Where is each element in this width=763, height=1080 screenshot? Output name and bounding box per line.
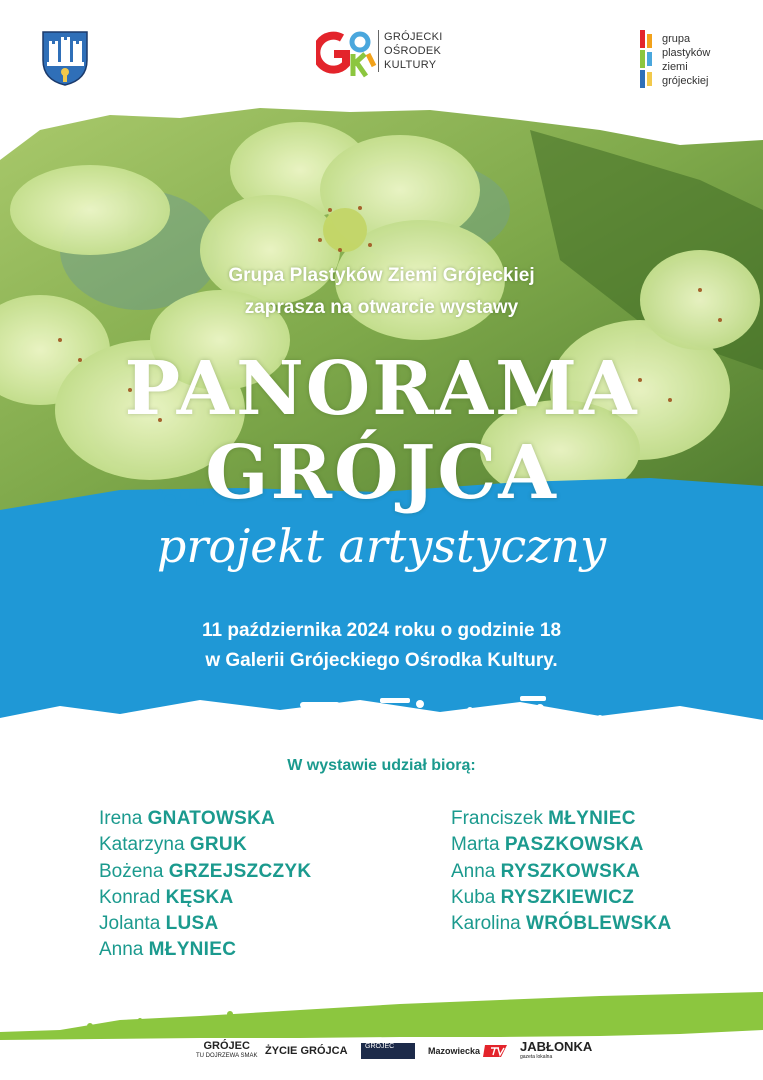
mazowiecka-tv-icon [483,1043,509,1059]
artist-last-name: RYSZKIEWICZ [500,886,635,908]
group-logo-mark-icon [640,30,656,90]
sponsor-grojec-name: GRÓJEC [203,1040,250,1052]
artist-last-name: GRUK [189,834,247,856]
gok-line-2: OŚRODEK [384,45,442,57]
intro-line-1: Grupa Plastyków Ziemi Grójeckiej [228,265,535,286]
group-line-4: grójeckiej [662,75,709,87]
artist-first-name: Karolina [451,913,521,935]
date-line-2: w Galerii Grójeckiego Ośrodka Kultury. [205,650,558,671]
intro-line-2: zaprasza na otwarcie wystawy [244,297,519,318]
date-line-1: 11 października 2024 roku o godzinie 18 [201,620,562,641]
grojec-coat-of-arms-icon [41,30,89,86]
gok-line-1: GRÓJECKI [384,31,443,43]
participants-right-column [451,806,671,937]
exhibition-subtitle: projekt artystyczny [156,519,607,573]
exhibition-title-line-2: GRÓJCA [205,430,558,516]
artist-last-name: WRÓBLEWSKA [526,913,672,935]
group-logo [640,30,750,92]
intro-text [0,260,763,324]
artist-first-name: Marta [451,834,500,856]
artist-name [451,832,671,858]
participants-left-column [99,806,311,964]
artist-last-name: LUSA [165,913,219,935]
artist-name [451,806,671,832]
artist-name [99,806,311,832]
sponsor-zycie-grojca-logo: ŻYCIE GRÓJCA [265,1045,348,1057]
artist-last-name: GRZEJSZCZYK [168,860,312,882]
gok-line-3: KULTURY [384,59,437,71]
artist-name [451,885,671,911]
header [0,0,763,100]
artist-last-name: GNATOWSKA [147,808,276,829]
group-line-3: ziemi [662,61,688,73]
artist-last-name: PASZKOWSKA [504,834,644,856]
artist-last-name: MŁYNIEC [548,808,636,829]
sponsor-mazowiecka-logo: Mazowiecka [428,1046,481,1056]
group-line-2: plastyków [662,47,711,59]
artist-last-name: MŁYNIEC [148,939,237,961]
artist-last-name: RYSZKOWSKA [500,860,641,882]
artist-first-name: Franciszek [451,808,543,829]
artist-first-name: Irena [99,808,143,829]
footer-green-brushstroke [0,990,763,1040]
artist-name [99,885,311,911]
artist-first-name: Jolanta [99,913,161,935]
sponsor-grojec-logo [196,1040,257,1064]
group-logo-text [662,32,710,88]
artist-first-name: Konrad [99,886,161,908]
artist-first-name: Katarzyna [99,834,185,856]
artist-last-name: KĘSKA [165,886,234,908]
artist-first-name: Anna [99,939,144,961]
sponsor-jablonka-logo [520,1040,592,1064]
sponsors-bar [0,1040,763,1066]
artist-first-name: Bożena [99,860,164,882]
artist-name [99,937,311,963]
event-date-text [0,616,763,676]
sponsor-grojec-tagline: TU DOJRZEWA SMAK [196,1053,258,1059]
sponsor-grojec-info-logo: GRÓJEC [361,1043,415,1059]
group-line-1: grupa [662,33,691,45]
artist-first-name: Kuba [451,886,496,908]
gok-logo [316,28,456,82]
artist-name [99,859,311,885]
exhibition-title-line-1: PANORAMA [124,346,639,432]
gok-logo-mark-icon [316,30,378,80]
artist-first-name: Anna [451,860,496,882]
gok-logo-text [378,30,464,72]
sponsor-jablonka-name: JABŁONKA [520,1039,593,1054]
artist-name [99,911,311,937]
artist-name [451,859,671,885]
artist-name [451,911,671,937]
artist-name [99,832,311,858]
sponsor-jablonka-tagline: gazeta lokalna [520,1054,553,1060]
participants-heading: W wystawie udział biorą: [287,757,476,774]
